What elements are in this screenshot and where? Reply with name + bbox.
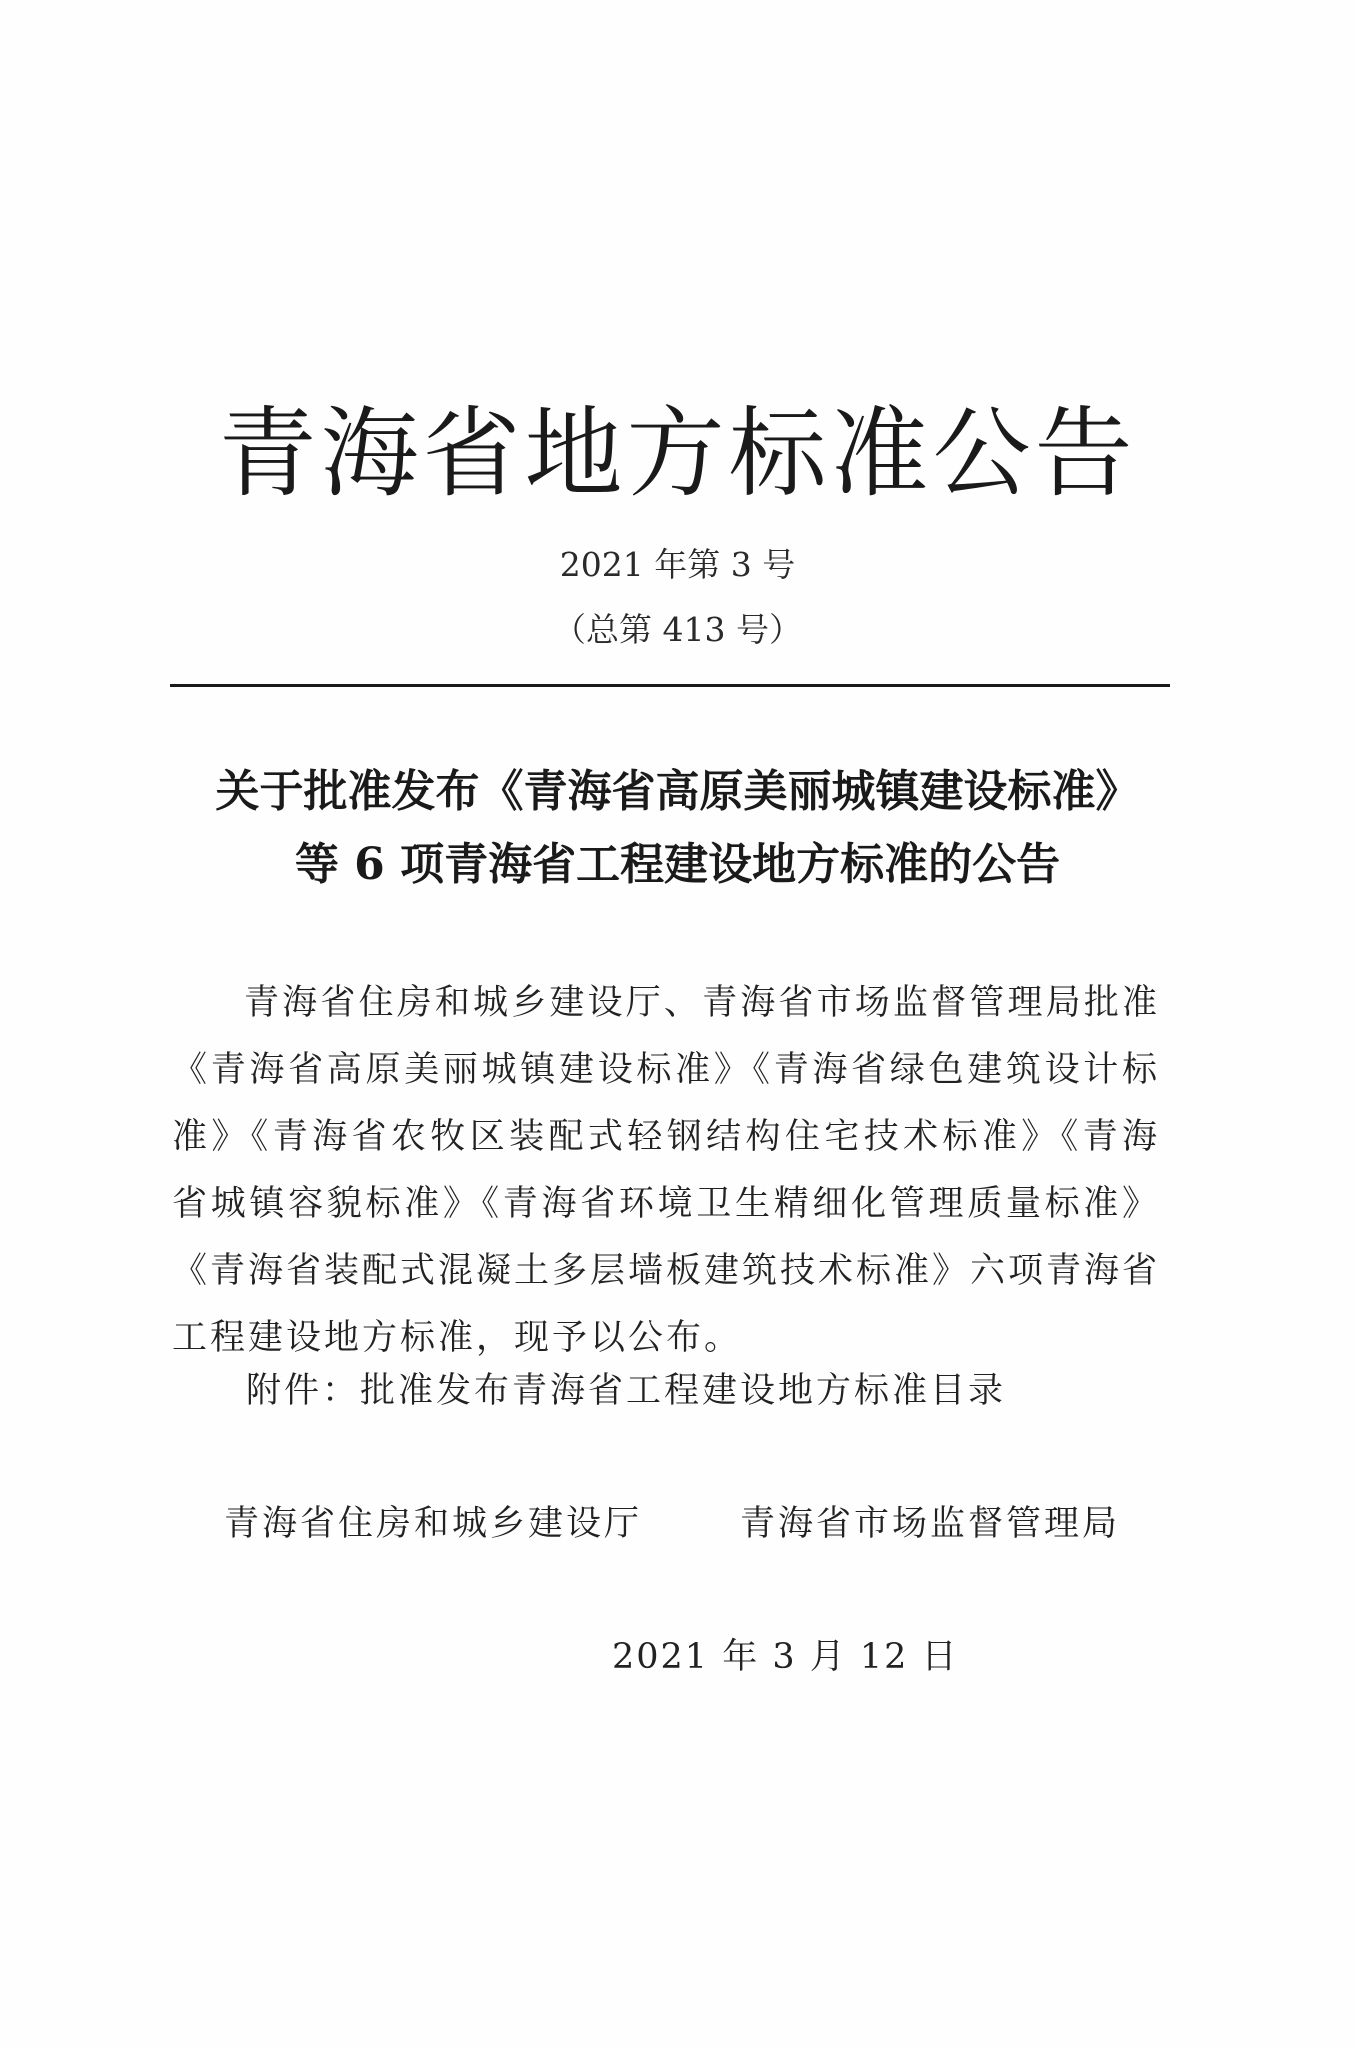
notice-title-line-1: 关于批准发布《青海省高原美丽城镇建设标准》 [215, 766, 1140, 817]
notice-title-line-2: 等 6 项青海省工程建设地方标准的公告 [294, 839, 1061, 890]
issue-total-number: （总第 413 号） [553, 610, 802, 649]
masthead-title: 青海省地方标准公告 [218, 397, 1137, 511]
issue-number: 2021 年第 3 号 [559, 545, 796, 584]
attachment-note: 附件：批准发布青海省工程建设地方标准目录 [246, 1371, 1007, 1411]
header-divider [170, 684, 1170, 687]
notice-body: 青海省住房和城乡建设厅、青海省市场监督管理局批准《青海省高原美丽城镇建设标准》《青海省绿色建筑设计标准》《青海省农牧区装配式轻钢结构住宅技术标准》《青海省城镇容貌标准》《青海省环境卫生精细化管理质量标准》《青海省装配式混凝土多层墙板建筑技术标准》六项青海省工程建设地方标准，现予以公布。 [172, 983, 1161, 1358]
issue-date: 2021 年 3 月 12 日 [612, 1637, 959, 1677]
issuer-housing-department: 青海省住房和城乡建设厅 [224, 1504, 643, 1544]
issuer-market-regulation-bureau: 青海省市场监督管理局 [740, 1504, 1121, 1544]
